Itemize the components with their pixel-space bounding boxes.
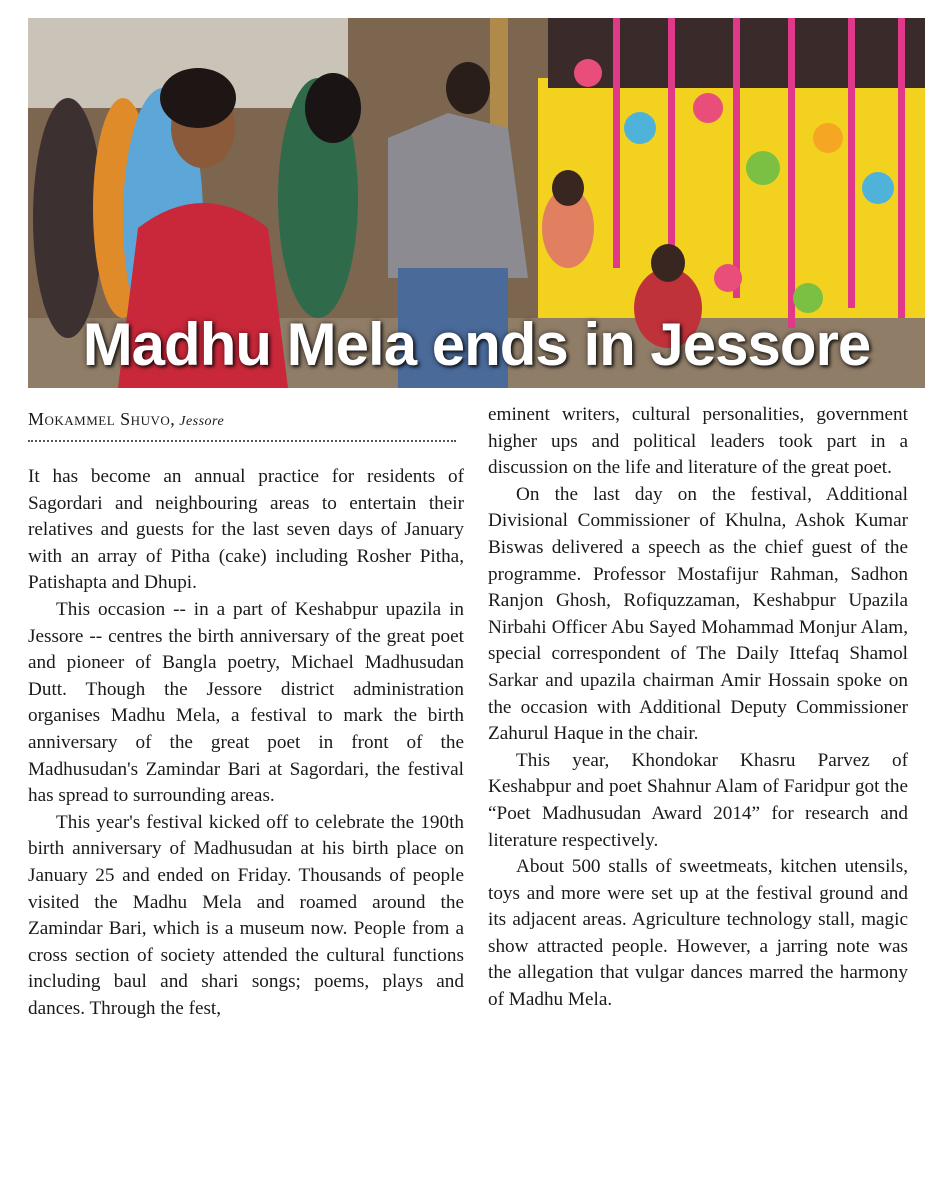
paragraph: This occasion -- in a part of Keshabpur upazila in Jessore -- centres the birth anniversary of the great poet and pioneer of Bangla poetry, Michael Madhusudan Dutt. Though the Jessore district administration organises Madhu Mela, a festival to mark the birth anniversary of the great poet in front of the Madhusudan's Zamindar Bari at Sagordari, the festival has spread to surrounding areas. [28,598,464,807]
paragraph: eminent writers, cultural personalities, government higher ups and political leaders took part in a discussion on the life and literature of the great poet. [488,404,908,479]
paragraph: About 500 stalls of sweetmeats, kitchen utensils, toys and more were set up at the festival ground and its adjacent areas. Agriculture technology stall, magic show attracted people. However, a jarring note was the allegation that vulgar dances marred the harmony of Madhu Mela. [488,856,908,1011]
byline-place: Jessore [179,414,225,429]
byline-author: Mokammel Shuvo, [28,409,176,429]
paragraph: On the last day on the festival, Additional Divisional Commissioner of Khulna, Ashok Kumar Biswas delivered a speech as the chief guest of the programme. Professor Mostafijur Rahman, Sadhon Ranjon Ghosh, Rofiquzzaman, Keshabpur Upazila Nirbahi Officer Abu Sayed Mohammad Monjur Alam, special correspondent of The Daily Ittefaq Shamol Sarkar and upazila chairman Amir Hossain spoke on the occasion with Additional Deputy Commissioner Zahurul Haque in the chair. [488,483,908,745]
headline: Madhu Mela ends in Jessore [82,311,871,378]
paragraph: This year, Khondokar Khasru Parvez of Keshabpur and poet Shahnur Alam of Faridpur got the “Poet Madhusudan Award 2014” for research and literature respectively. [488,749,908,851]
byline [28,409,224,430]
paragraph: This year's festival kicked off to celebrate the 190th birth anniversary of Madhusudan at his birth place on January 25 and ended on Friday. Thousands of people visited the Madhu Mela and roamed around the Zamindar Bari, which is a museum now. People from a cross section of society attended the cultural functions including baul and shari songs; poems, plays and dances. Through the fest, [28,811,464,1019]
article-photo [28,18,925,388]
article-column-1 [28,464,464,1022]
byline-divider [28,440,456,442]
article-column-2 [488,402,908,1014]
paragraph: It has become an annual practice for residents of Sagordari and neighbouring areas to entertain their relatives and guests for the last seven days of January with an array of Pitha (cake) including Rosher Pitha, Patishapta and Dhupi. [28,466,464,594]
